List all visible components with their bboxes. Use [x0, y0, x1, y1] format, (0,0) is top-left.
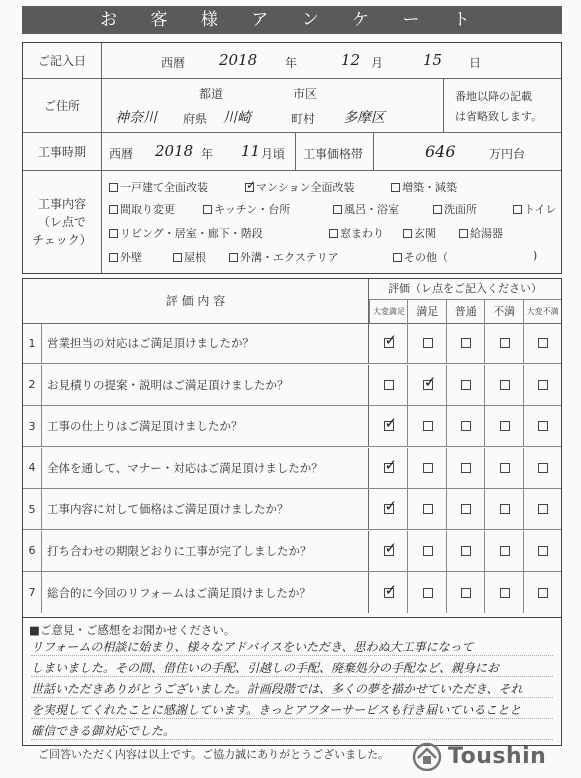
question-text: 打ち合わせの期限どおりに工事が完了しましたか？	[47, 543, 312, 558]
rating-cell	[523, 572, 563, 613]
rating-cell	[484, 572, 524, 613]
rating-level-header: 大変満足	[369, 300, 408, 323]
rating-cell	[484, 406, 524, 446]
comments-box	[22, 618, 562, 746]
work-checkbox[interactable]	[433, 205, 442, 214]
question-text: 全体を通して、マナー・対応はご満足頂けましたか？	[47, 460, 323, 475]
address-chouson: 町村	[291, 112, 316, 126]
date-year: 2018	[219, 51, 258, 69]
rating-checkbox[interactable]	[423, 338, 433, 348]
question-row	[23, 365, 561, 406]
footer-note: ご回答いただく内容は以上です。ご協力誠にありがとうございました。	[38, 748, 390, 761]
work-option[interactable]	[459, 225, 503, 241]
rating-cell	[523, 406, 563, 446]
rating-checkbox[interactable]	[461, 338, 471, 348]
work-option[interactable]	[391, 179, 457, 195]
rating-checkbox[interactable]	[500, 504, 510, 514]
rating-checkbox[interactable]	[423, 421, 433, 431]
rating-checkbox[interactable]	[461, 421, 471, 431]
work-option[interactable]	[109, 225, 263, 241]
work-option[interactable]	[433, 201, 477, 217]
period-row	[23, 133, 561, 171]
rating-checkbox[interactable]	[500, 338, 510, 348]
rating-cell	[369, 531, 408, 571]
rating-checkbox[interactable]	[423, 504, 433, 514]
rating-checkbox[interactable]	[538, 380, 548, 390]
rating-checkbox[interactable]	[384, 338, 394, 348]
rating-checkbox[interactable]	[538, 421, 548, 431]
work-option[interactable]	[109, 201, 175, 217]
date-month-unit: 月	[371, 56, 384, 70]
rating-cell	[446, 365, 486, 405]
rating-cell	[484, 489, 524, 529]
question-row	[23, 489, 561, 530]
question-text: 工事の仕上りはご満足頂けましたか？	[47, 419, 243, 433]
question-row	[23, 406, 561, 447]
rating-checkbox[interactable]	[461, 380, 471, 390]
question-number: 5	[23, 489, 42, 529]
address-divider	[443, 79, 444, 132]
address-kushi: 市区	[293, 87, 318, 101]
date-era: 西暦	[161, 56, 186, 70]
rating-checkbox[interactable]	[538, 546, 548, 556]
question-number: 7	[23, 572, 42, 613]
work-option-label: 外壁	[120, 251, 142, 264]
work-option-label: 窓まわり	[340, 227, 384, 240]
rating-cell	[446, 448, 486, 488]
work-option[interactable]	[109, 179, 208, 195]
address-row	[23, 79, 561, 133]
rating-level-header: 不満	[484, 300, 523, 323]
address-pref: 神奈川	[115, 110, 157, 126]
rating-checkbox[interactable]	[423, 588, 433, 598]
address-note2: は省略致します。	[455, 110, 543, 123]
work-option-label: 間取り変更	[120, 203, 175, 216]
work-option[interactable]	[203, 201, 290, 217]
question-number: 6	[23, 531, 42, 571]
work-checkbox[interactable]	[459, 229, 468, 238]
date-month: 12	[341, 51, 361, 69]
work-option-label: その他（	[404, 251, 448, 264]
rating-level-header: 満足	[407, 300, 446, 323]
question-text: 営業担当の対応はご満足頂けましたか？	[47, 336, 254, 350]
info-frame	[22, 42, 562, 274]
work-option[interactable]	[229, 249, 339, 265]
address-fuken: 府県	[183, 112, 208, 126]
survey-title: お 客 様 ア ン ケ ー ト	[22, 6, 562, 34]
rating-checkbox[interactable]	[384, 588, 394, 598]
question-text: 工事内容に対して価格はご満足頂けましたか？	[47, 502, 289, 516]
rating-cell	[446, 489, 486, 529]
work-checkbox[interactable]	[229, 253, 238, 262]
rating-cell	[407, 323, 447, 363]
work-checkbox[interactable]	[513, 205, 522, 214]
question-row	[23, 572, 561, 613]
price-value: 646	[425, 142, 456, 161]
rating-cell	[407, 406, 447, 446]
question-number: 2	[23, 365, 42, 405]
rating-checkbox[interactable]	[384, 546, 394, 556]
work-option-label: 一戸建て全面改装	[120, 181, 208, 194]
address-label: ご住所	[23, 79, 102, 132]
work-option[interactable]	[403, 225, 436, 241]
content-header: 評 価 内 容	[23, 279, 369, 323]
period-era: 西暦	[109, 147, 134, 161]
rating-header: 評価（レ点をご記入ください）	[369, 279, 561, 300]
rating-checkbox[interactable]	[500, 421, 510, 431]
work-label-3: チェック）	[32, 233, 92, 247]
rating-checkbox[interactable]	[423, 463, 433, 473]
period-divider-2	[373, 133, 374, 170]
work-checkbox[interactable]	[109, 205, 118, 214]
work-checkbox[interactable]	[173, 253, 182, 262]
work-close-paren: )	[533, 249, 538, 262]
period-month: 11	[241, 142, 261, 160]
rating-checkbox[interactable]	[384, 504, 394, 514]
work-option-label: 給湯器	[470, 227, 503, 240]
logo-text: Toushin	[448, 743, 547, 769]
work-option[interactable]	[329, 225, 384, 241]
question-number: 3	[23, 406, 42, 446]
rating-checkbox[interactable]	[500, 380, 510, 390]
rating-cell	[484, 531, 524, 571]
rating-level-header: 大変不満	[523, 300, 562, 323]
period-label: 工事時期	[23, 133, 102, 170]
rating-cell	[369, 489, 408, 529]
work-label	[23, 171, 102, 273]
rating-checkbox[interactable]	[461, 588, 471, 598]
comment-line: リフォームの相談に始まり、様々なアドバイスをいただき、思わぬ大工事になって	[31, 638, 553, 656]
price-label: 工事価格帯	[303, 147, 364, 161]
work-checkbox[interactable]	[109, 229, 118, 238]
rating-level-header: 普通	[446, 300, 485, 323]
rating-cell	[484, 323, 524, 363]
work-option-label: マンション全面改装	[256, 181, 355, 194]
rating-cell	[369, 572, 408, 613]
period-divider-1	[295, 133, 296, 170]
rating-cell	[446, 406, 486, 446]
work-option[interactable]	[245, 179, 355, 195]
work-option-label: 洗面所	[444, 203, 477, 216]
question-text: お見積りの提案・説明はご満足頂けましたか？	[47, 377, 289, 392]
rating-checkbox[interactable]	[500, 546, 510, 556]
rating-cell	[407, 572, 447, 613]
rating-checkbox[interactable]	[384, 421, 394, 431]
rating-checkbox[interactable]	[423, 380, 433, 390]
rating-checkbox[interactable]	[538, 338, 548, 348]
address-note1: 番地以降の記載	[455, 90, 532, 103]
work-option-label: 外溝・エクステリア	[240, 251, 339, 264]
date-day: 15	[423, 51, 443, 69]
rating-cell	[523, 531, 563, 571]
rating-cell	[484, 448, 524, 488]
rating-cell	[369, 323, 408, 363]
work-checkbox[interactable]	[393, 253, 402, 262]
work-option-label: リビング・居室・廊下・階段	[120, 227, 263, 240]
work-option-label: 屋根	[184, 251, 206, 264]
rating-cell	[523, 365, 563, 405]
period-year-unit: 年	[201, 147, 214, 161]
rating-checkbox[interactable]	[461, 463, 471, 473]
work-row	[23, 171, 561, 273]
question-number: 4	[23, 448, 42, 488]
work-option[interactable]	[513, 201, 556, 217]
work-label-2: （レ点で	[37, 215, 86, 229]
question-row	[23, 323, 561, 364]
work-checkbox[interactable]	[109, 183, 118, 192]
work-option[interactable]	[109, 249, 142, 265]
rating-cell	[407, 365, 447, 405]
work-checkbox[interactable]	[333, 205, 342, 214]
question-row	[23, 531, 561, 572]
comments-header: ■ご意見・ご感想をお聞かせください。	[29, 623, 236, 637]
work-option[interactable]	[173, 249, 206, 265]
rating-checkbox[interactable]	[384, 463, 394, 473]
rating-cell	[407, 489, 447, 529]
rating-cell	[523, 448, 563, 488]
work-option-label: キッチン・台所	[214, 203, 291, 216]
comment-line: 確信できる御対応でした。	[31, 722, 553, 740]
comment-line: しまいました。その間、借住いの手配、引越しの手配、廃棄処分の手配など、親身にお	[31, 659, 553, 677]
work-label-1: 工事内容	[37, 197, 86, 211]
rating-checkbox[interactable]	[461, 504, 471, 514]
rating-cell	[446, 531, 486, 571]
evaluation-header	[23, 279, 561, 324]
rating-cell	[446, 572, 486, 613]
work-checkbox[interactable]	[329, 229, 338, 238]
work-checkbox[interactable]	[403, 229, 412, 238]
rating-cell	[369, 448, 408, 488]
work-option-label: 風呂・浴室	[344, 203, 399, 216]
rating-cell	[369, 406, 408, 446]
evaluation-table	[22, 278, 562, 618]
question-row	[23, 448, 561, 489]
period-year: 2018	[155, 142, 194, 160]
date-day-unit: 日	[469, 56, 482, 70]
rating-checkbox[interactable]	[500, 588, 510, 598]
rating-cell	[407, 448, 447, 488]
address-todofuken: 都道	[199, 87, 224, 101]
comment-line: 世話いただきありがとうございました。計画段階では、多くの夢を描かせていただき、それ	[31, 680, 553, 698]
question-number: 1	[23, 323, 42, 363]
address-city: 川崎	[223, 110, 251, 126]
address-ward: 多摩区	[343, 110, 385, 126]
period-month-unit: 月頃	[261, 147, 286, 161]
rating-cell	[446, 323, 486, 363]
date-row	[23, 43, 561, 79]
work-checkbox[interactable]	[109, 253, 118, 262]
rating-cell	[484, 365, 524, 405]
rating-checkbox[interactable]	[538, 463, 548, 473]
rating-cell	[407, 531, 447, 571]
work-option-label: 増築・減築	[402, 181, 457, 194]
rating-cell	[523, 323, 563, 363]
rating-checkbox[interactable]	[423, 546, 433, 556]
toushin-logo	[412, 738, 546, 774]
comment-line: を実現してくれたことに感謝しています。きっとアフターサービスも行き届いていることと	[31, 701, 553, 719]
rating-checkbox[interactable]	[538, 588, 548, 598]
work-option-label: トイレ	[524, 203, 557, 216]
work-option-label: 玄関	[414, 227, 436, 240]
rating-cell	[523, 489, 563, 529]
work-option[interactable]	[333, 201, 399, 217]
rating-cell	[369, 365, 408, 405]
rating-checkbox[interactable]	[538, 504, 548, 514]
work-option[interactable]	[393, 249, 448, 265]
rating-checkbox[interactable]	[461, 546, 471, 556]
work-checkbox[interactable]	[391, 183, 400, 192]
date-label: ご記入日	[23, 43, 102, 78]
rating-checkbox[interactable]	[384, 380, 394, 390]
house-logo-icon	[412, 741, 442, 771]
work-checkbox[interactable]	[203, 205, 212, 214]
question-text: 総合的に今回のリフォームはご満足頂けましたか？	[47, 585, 311, 600]
rating-checkbox[interactable]	[500, 463, 510, 473]
date-year-unit: 年	[285, 56, 298, 70]
work-checkbox[interactable]	[245, 183, 254, 192]
price-unit: 万円台	[489, 147, 526, 161]
